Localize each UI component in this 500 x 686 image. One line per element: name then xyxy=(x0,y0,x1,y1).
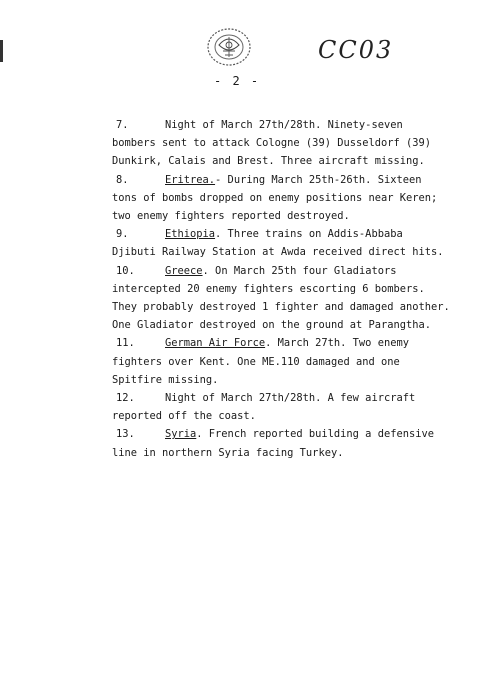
item-number: 9. xyxy=(116,228,129,241)
item-line: line in northern Syria facing Turkey. xyxy=(112,446,344,459)
item-first-line: Night of March 27th/28th. A few aircraft xyxy=(165,392,416,405)
item-number: 10. xyxy=(116,264,135,277)
item-line: Spitfire missing. xyxy=(112,373,219,386)
paragraph-item-8 xyxy=(112,171,486,226)
item-line: two enemy fighters reported destroyed. xyxy=(112,210,350,223)
item-heading: Eritrea. xyxy=(165,173,216,186)
item-line: reported off the coast. xyxy=(112,410,256,423)
item-number: 7. xyxy=(116,119,129,131)
item-number: 12. xyxy=(116,392,135,405)
paragraph-item-12 xyxy=(112,389,486,425)
paragraph-item-11 xyxy=(112,334,486,389)
item-first-line: - During March 25th-26th. Sixteen xyxy=(215,173,422,186)
item-first-line: . French reported building a defensive xyxy=(196,428,434,441)
item-line: fighters over Kent. One ME.110 damaged and one xyxy=(112,355,400,368)
item-heading: Ethiopia xyxy=(165,228,216,241)
item-number: 13. xyxy=(116,428,135,441)
item-line: Djibuti Railway Station at Awda received direct hits. xyxy=(112,246,444,259)
crest-seal-icon xyxy=(205,25,253,69)
item-line: Dunkirk, Calais and Brest. Three aircraft missing. xyxy=(112,155,425,168)
item-line: They probably destroyed 1 fighter and damaged another. xyxy=(112,301,450,314)
item-line: One Gladiator destroyed on the ground at Parangtha. xyxy=(112,319,432,332)
page-number: - 2 - xyxy=(214,74,261,88)
item-number: 8. xyxy=(116,173,129,186)
item-heading: Syria xyxy=(165,428,197,441)
document-body xyxy=(112,116,486,462)
item-line: intercepted 20 enemy fighters escorting 6 bombers. xyxy=(112,282,425,295)
item-line: bombers sent to attack Cologne (39) Dusseldorf (39) xyxy=(112,137,432,150)
item-first-line: . March 27th. Two enemy xyxy=(265,337,409,350)
handwritten-reference: CC03 xyxy=(318,36,394,64)
paragraph-item-7 xyxy=(112,116,486,171)
item-first-line: . On March 25th four Gladiators xyxy=(202,264,397,277)
paragraph-item-10 xyxy=(112,262,486,335)
item-heading: German Air Force xyxy=(165,337,266,350)
item-number: 11. xyxy=(116,337,135,350)
item-heading: Greece xyxy=(165,264,203,277)
item-first-line: Night of March 27th/28th. Ninety-seven xyxy=(165,119,403,131)
item-first-line: . Three trains on Addis-Abbaba xyxy=(215,228,403,241)
paragraph-item-9 xyxy=(112,225,486,261)
scan-edge-mark xyxy=(0,40,3,62)
paragraph-item-13 xyxy=(112,425,486,461)
item-line: tons of bombs dropped on enemy positions near Keren; xyxy=(112,191,438,204)
